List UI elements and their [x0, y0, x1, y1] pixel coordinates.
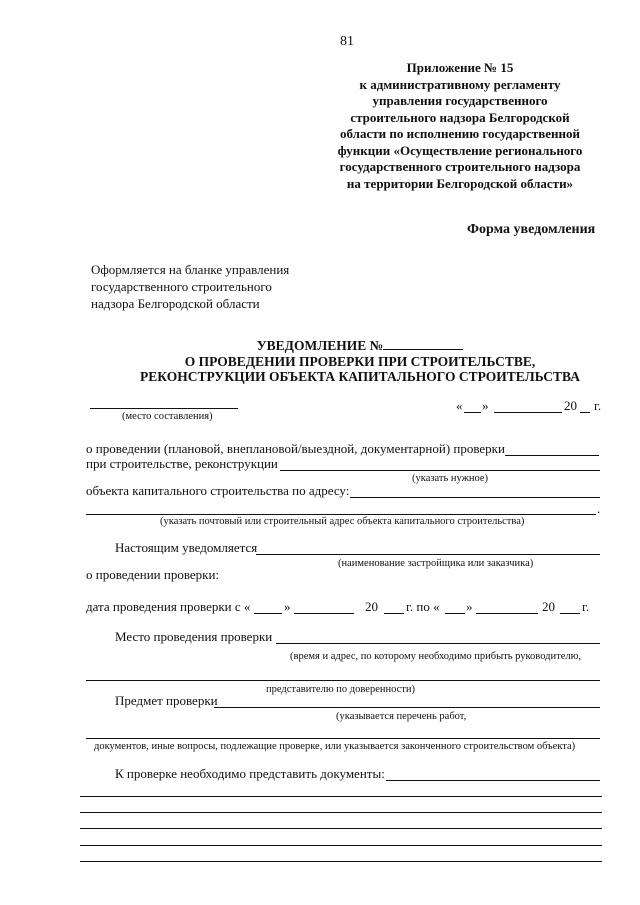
date-day-blank[interactable] [464, 412, 481, 413]
notify-label: Настоящим уведомляется [115, 540, 258, 555]
check-date-month-2[interactable] [476, 613, 538, 614]
check-date-month-1[interactable] [294, 613, 354, 614]
blank-note-line: надзора Белгородской области [91, 296, 260, 311]
address-caption: (указать почтовый или строительный адрес объекта капитального строительства) [160, 516, 525, 527]
date-year-blank[interactable] [580, 412, 590, 413]
document-title-line-1 [80, 338, 640, 354]
check-date-suffix: г. [582, 599, 590, 614]
notice-label: УВЕДОМЛЕНИЕ № [256, 338, 384, 353]
check-date-label: дата проведения проверки с « [86, 599, 251, 614]
blank-note-line: Оформляется на бланке управления [91, 262, 290, 277]
check-date-year-1: 20 [365, 599, 378, 614]
documents-blank-5[interactable] [80, 845, 602, 846]
check-type-caption: (указать нужное) [412, 473, 489, 484]
place-caption: (место составления) [122, 411, 213, 422]
check-date-day-2[interactable] [445, 613, 465, 614]
check-type-blank-2[interactable] [280, 470, 600, 471]
form-title: Форма уведомления [467, 222, 596, 237]
appendix-line: строительного надзора Белгородской [350, 109, 570, 125]
subject-caption-1: (указывается перечень работ, [336, 711, 467, 722]
check-place-label: Место проведения проверки [115, 629, 273, 644]
check-date-close-1: » [284, 599, 291, 614]
notice-number-blank[interactable] [383, 349, 463, 350]
date-year: 20 [564, 398, 577, 413]
document-title-line-2: О ПРОВЕДЕНИИ ПРОВЕРКИ ПРИ СТРОИТЕЛЬСТВЕ, [184, 353, 536, 369]
blank-note-line: государственного строительного [91, 279, 272, 294]
check-date-close-2: » [466, 599, 473, 614]
date-year-suffix: г. [594, 398, 602, 413]
subject-blank-2[interactable] [86, 738, 600, 739]
documents-blank-1[interactable] [386, 780, 600, 781]
appendix-line: области по исполнению государственной [340, 126, 580, 141]
address-blank-2[interactable] [86, 514, 596, 515]
appendix-line: функции «Осуществление регионального [337, 142, 583, 158]
address-label: объекта капитального строительства по адресу: [86, 483, 350, 498]
subject-blank-1[interactable] [214, 707, 600, 708]
appendix-line: на территории Белгородской области» [346, 175, 574, 191]
date-open-quote: « [456, 398, 463, 413]
subject-label: Предмет проверки [115, 693, 218, 708]
check-place-caption-2: представителю по доверенности) [266, 684, 415, 695]
appendix-line: Приложение № 15 [406, 60, 514, 75]
check-date-year-2-blank[interactable] [560, 613, 580, 614]
check-type-blank-1[interactable] [505, 455, 599, 456]
blank-note [91, 261, 289, 312]
appendix-line: государственного строительного надзора [339, 159, 581, 174]
notify-caption: (наименование застройщика или заказчика) [338, 558, 534, 569]
appendix-line: управления государственного [372, 93, 548, 108]
documents-blank-2[interactable] [80, 796, 602, 797]
check-place-blank-2[interactable] [86, 680, 600, 681]
address-end: . [597, 501, 601, 516]
address-blank-1[interactable] [350, 497, 600, 498]
documents-blank-6[interactable] [80, 861, 602, 862]
check-type-text-2: при строительстве, реконструкции [86, 456, 278, 471]
date-month-blank[interactable] [494, 412, 562, 413]
check-date-day-1[interactable] [254, 613, 282, 614]
check-place-caption-1: (время и адрес, по которому необходимо прибыть руководителю, [290, 651, 582, 662]
notify-blank[interactable] [256, 554, 600, 555]
documents-blank-4[interactable] [80, 828, 602, 829]
appendix-header [300, 60, 620, 192]
document-title [80, 338, 640, 385]
check-date-year-1-blank[interactable] [384, 613, 404, 614]
notify-line-2: о проведении проверки: [86, 567, 220, 582]
page-number: 81 [340, 34, 354, 49]
documents-blank-3[interactable] [80, 812, 602, 813]
document-title-line-3: РЕКОНСТРУКЦИИ ОБЪЕКТА КАПИТАЛЬНОГО СТРОИТЕЛЬСТВА [140, 369, 580, 384]
documents-label: К проверке необходимо представить документы: [115, 766, 385, 781]
appendix-line: к административному регламенту [359, 76, 561, 92]
place-blank[interactable] [90, 408, 238, 409]
check-type-text: о проведении (плановой, внеплановой/выездной, документарной) проверки [86, 441, 505, 456]
check-date-mid: г. по « [406, 599, 440, 614]
check-place-blank-1[interactable] [276, 643, 600, 644]
check-date-year-2: 20 [542, 599, 555, 614]
subject-caption-2: документов, иные вопросы, подлежащие проверке, или указывается законченного строительством объекта) [94, 741, 576, 752]
date-close-quote: » [482, 398, 489, 413]
